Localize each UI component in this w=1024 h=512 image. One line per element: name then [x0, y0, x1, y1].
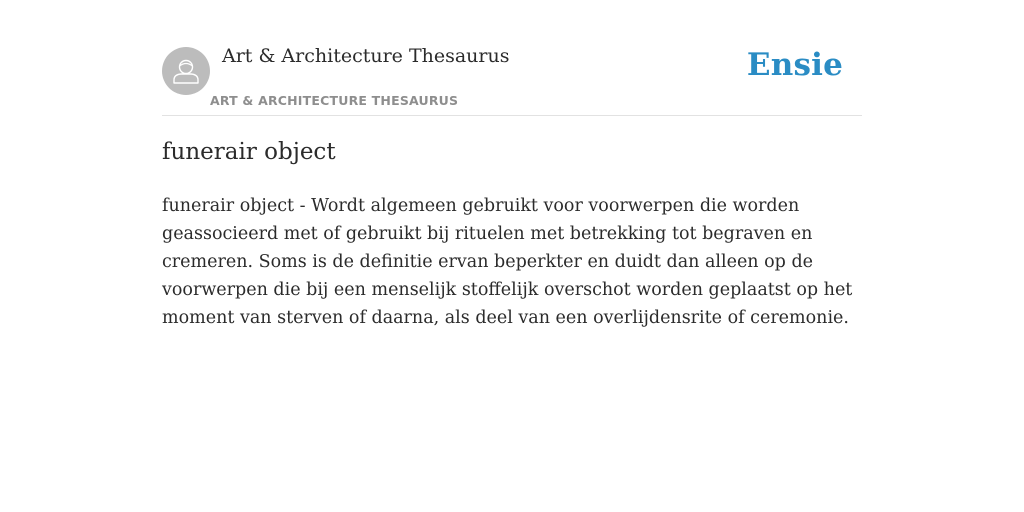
person-outline-icon: [162, 47, 210, 95]
brand-logo-link[interactable]: Ensie: [746, 47, 843, 83]
source-title[interactable]: Art & Architecture Thesaurus: [222, 45, 510, 67]
source-header: [162, 0, 862, 116]
term-definition: funerair object - Wordt algemeen gebruikt voor voorwerpen die worden geassocieerd met of gebruikt bij rituelen met betrekking tot begraven en cremeren. Soms is de definitie ervan beperkter en duidt dan alleen op de voorwerpen die bij een menselijk stoffelijk overschot worden geplaatst op het moment van sterven of daarna, als deel van een overlijdensrite of ceremonie.: [162, 196, 853, 328]
user-avatar-icon[interactable]: [162, 47, 210, 95]
source-subtitle[interactable]: ART & ARCHITECTURE THESAURUS: [210, 93, 459, 108]
term-title: funerair object: [162, 139, 336, 165]
